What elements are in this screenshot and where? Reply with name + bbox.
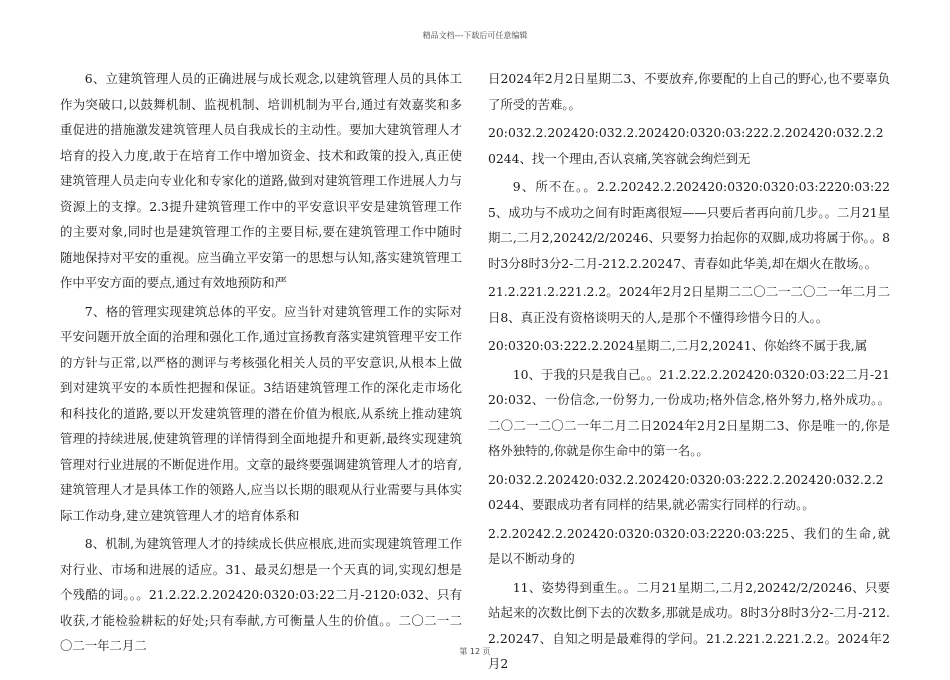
paragraph-line: 20:032.2.202420:032.2.202420:0320:03:222.2.202420:032.2.20244、找一个理由,否认哀痛,笑容就会绚烂到无 (488, 125, 884, 166)
paragraph-line: 2.2.20242.2.202420:0320:0320:03:2220:03:225、我们的生命,就是以不断动身的 (488, 525, 890, 566)
paragraph-line: 20:032.2.202420:032.2.202420:0320:03:222.2.202420:032.2.20244、要跟成功者有同样的结果,就必需实行同样的行动。。 (488, 471, 884, 512)
paragraph-line: 20:0320:03:222.2.2024星期二,二月2,20241、你始终不属于我,属 (488, 338, 868, 353)
paragraph-8: 8、机制,为建筑管理人才的持续成长供应根底,进而实现建筑管理工作对行业、市场和进展的适应。31、最灵幻想是一个天真的词,实现幻想是个残酷的词。。。21.2.22.2.202420:0320:03:22二月-2120:032、只有收获,才能检验耕耘的好处;只有奉献,方可衡量人生的价值。。二〇二一二〇二一年二月二 (60, 536, 462, 653)
paragraph-9: 9、所不在。。2.2.20242.2.202420:0320:0320:03:2220:03:225、成功与不成功之间有时距离很短——只要后者再向前几步。。二月21星期二,二月2,20242/2/20246、只要努力抬起你的双脚,成功将属于你。。8时3分8时3分2-二月-212.2.20247、青春如此华美,却在烟火在散场。。 (488, 179, 890, 271)
left-column (60, 66, 462, 662)
paragraph-continuation: 日2024年2月2日星期二3、不要放弃,你要配的上自己的野心,也不要辜负了所受的苦难。。 (488, 71, 890, 112)
paragraph-11: 11、姿势得到重生。。二月21星期二,二月2,20242/2/20246、只要站起来的次数比倒下去的次数多,那就是成功。8时3分8时3分2-二月-212.2.20247、自知之明是最难得的学问。21.2.221.2.221.2.2。2024年2月2 (488, 579, 890, 671)
page-number: 第 12 页 (459, 647, 491, 656)
paragraph-10: 10、于我的只是我自己。。21.2.22.2.202420:0320:03:22二月-2120:032、一份信念,一份努力,一份成功;格外信念,格外努力,格外成功。。二〇二一二〇二一年二月二日2024年2月2日星期二3、你是唯一的,你是格外独特的,你就是你生命中的第一名。。 (488, 366, 890, 458)
page-header: 精品文档---下载后可任意编辑 (422, 31, 528, 40)
paragraph-line: 21.2.221.2.221.2.2。2024年2月2日星期二二〇二一二〇二一年二月二日8、真正没有资格谈明天的人,是那个不懂得珍惜今日的人。。 (488, 284, 890, 325)
paragraph-6: 6、立建筑管理人员的正确进展与成长观念,以建筑管理人员的具体工作为突破口,以鼓舞机制、监视机制、培训机制为平台,通过有效嘉奖和多重促进的措施激发建筑管理人员自我成长的主动性。要加大建筑管理人才培育的投入力度,敢于在培育工作中增加资金、技术和政策的投入,真正使建筑管理人员走向专业化和专家化的道路,做到对建筑管理工作进展人力与资源上的支撑。2.3提升建筑管理工作中的平安意识平安是建筑管理工作的主要对象,同时也是建筑管理工作的主要目标,要在建筑管理工作中随时随地保持对平安的重视。应当确立平安第一的思想与认知,落实建筑管理工作中平安方面的要点,通过有效地预防和严 (60, 71, 462, 290)
right-column (488, 66, 890, 680)
paragraph-7: 7、格的管理实现建筑总体的平安。应当针对建筑管理工作的实际对平安问题开放全面的治理和强化工作,通过宣扬教育落实建筑管理平安工作的方针与正常,以严格的测评与考核强化相关人员的平安意识,从根本上做到对建筑平安的本质性把握和保证。3结语建筑管理工作的深化走市场化和科技化的道路,要以开发建筑管理的潜在价值为根底,从系统上推动建筑管理的持续进展,使建筑管理的详情得到全面地提升和更新,最终实现建筑管理对行业进展的不断促进作用。文章的最终要强调建筑管理人才的培育,建筑管理人才是具体工作的领路人,应当以长期的眼观从行业需要与具体实际工作动身,建立建筑管理人才的培育体系和 (60, 303, 462, 523)
